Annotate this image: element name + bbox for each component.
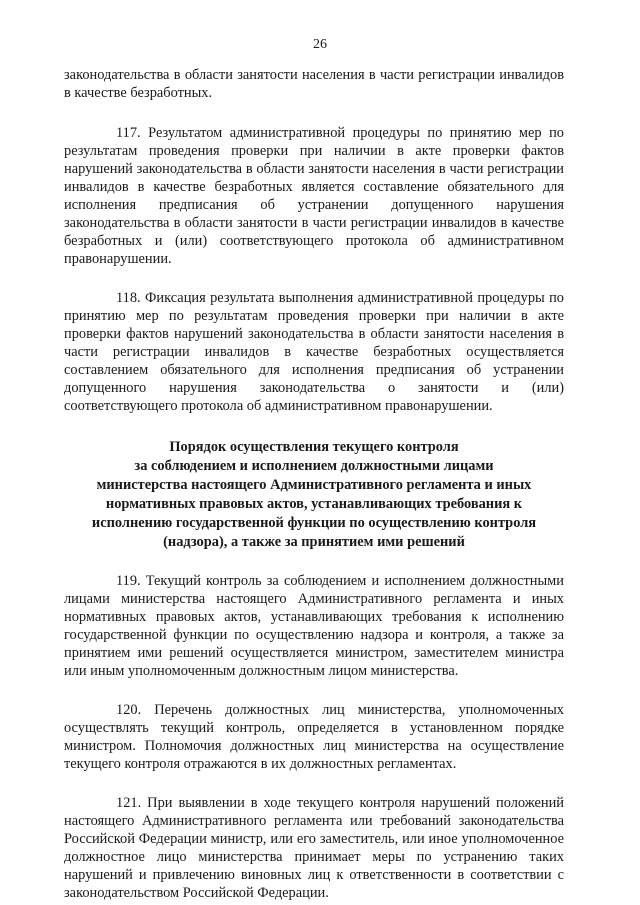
- page-number: 26: [313, 37, 327, 52]
- document-body: [64, 66, 564, 902]
- paragraph-121: 121. При выявлении в ходе текущего контроля нарушений положений настоящего Административного регламента или требований законодательства Российской Федерации министр, или его заместитель, или иное уполномоченное должностное лицо министерства принимает меры по устранению таких нарушений и привлечению виновных лиц к ответственности в соответствии с законодательством Российской Федерации.: [64, 795, 564, 901]
- section-heading-line: (надзора), а также за принятием ими решений: [163, 534, 465, 550]
- section-heading-line: исполнению государственной функции по осуществлению контроля: [91, 515, 537, 531]
- section-heading-line: нормативных правовых актов, устанавливающих требования к: [105, 496, 523, 512]
- section-heading-line: министерства настоящего Административного регламента и иных: [96, 477, 532, 493]
- paragraph-119: 119. Текущий контроль за соблюдением и исполнением должностными лицами министерства настоящего Административного регламента и иных нормативных правовых актов, устанавливающих требования к исполнению государственной функции по осуществлению надзора и контроля, а также за принятием ими решений осуществляется министром, заместителем министра или иным уполномоченным должностным лицом министерства.: [64, 573, 564, 679]
- paragraph-120: 120. Перечень должностных лиц министерства, уполномоченных осуществлять текущий контроль, определяется в установленном порядке министром. Полномочия должностных лиц министерства на осуществление текущего контроля отражаются в их должностных регламентах.: [64, 702, 564, 772]
- section-heading: [64, 438, 564, 552]
- paragraph-117: 117. Результатом административной процедуры по принятию мер по результатам проведения проверки при наличии в акте проверки фактов нарушений законодательства в области занятости населения в части регистрации инвалидов в качестве безработных является составление обязательного для исполнения предписания об устранении допущенного нарушения законодательства в области занятости в части регистрации инвалидов в качестве безработных и (или) соответствующего протокола об административном правонарушении.: [64, 125, 564, 267]
- paragraph-continuation: законодательства в области занятости населения в части регистрации инвалидов в качестве безработных.: [64, 67, 564, 101]
- section-heading-line: за соблюдением и исполнением должностными лицами: [134, 458, 494, 474]
- section-heading-line: Порядок осуществления текущего контроля: [169, 439, 459, 455]
- paragraph-118: 118. Фиксация результата выполнения административной процедуры по принятию мер по результатам проведения проверки при наличии в акте проверки фактов нарушений законодательства в области занятости населения в части регистрации инвалидов в качестве безработных осуществляется составлением обязательного для исполнения предписания об устранении допущенного нарушения законодательства о занятости и (или) соответствующего протокола об административном правонарушении.: [64, 290, 564, 414]
